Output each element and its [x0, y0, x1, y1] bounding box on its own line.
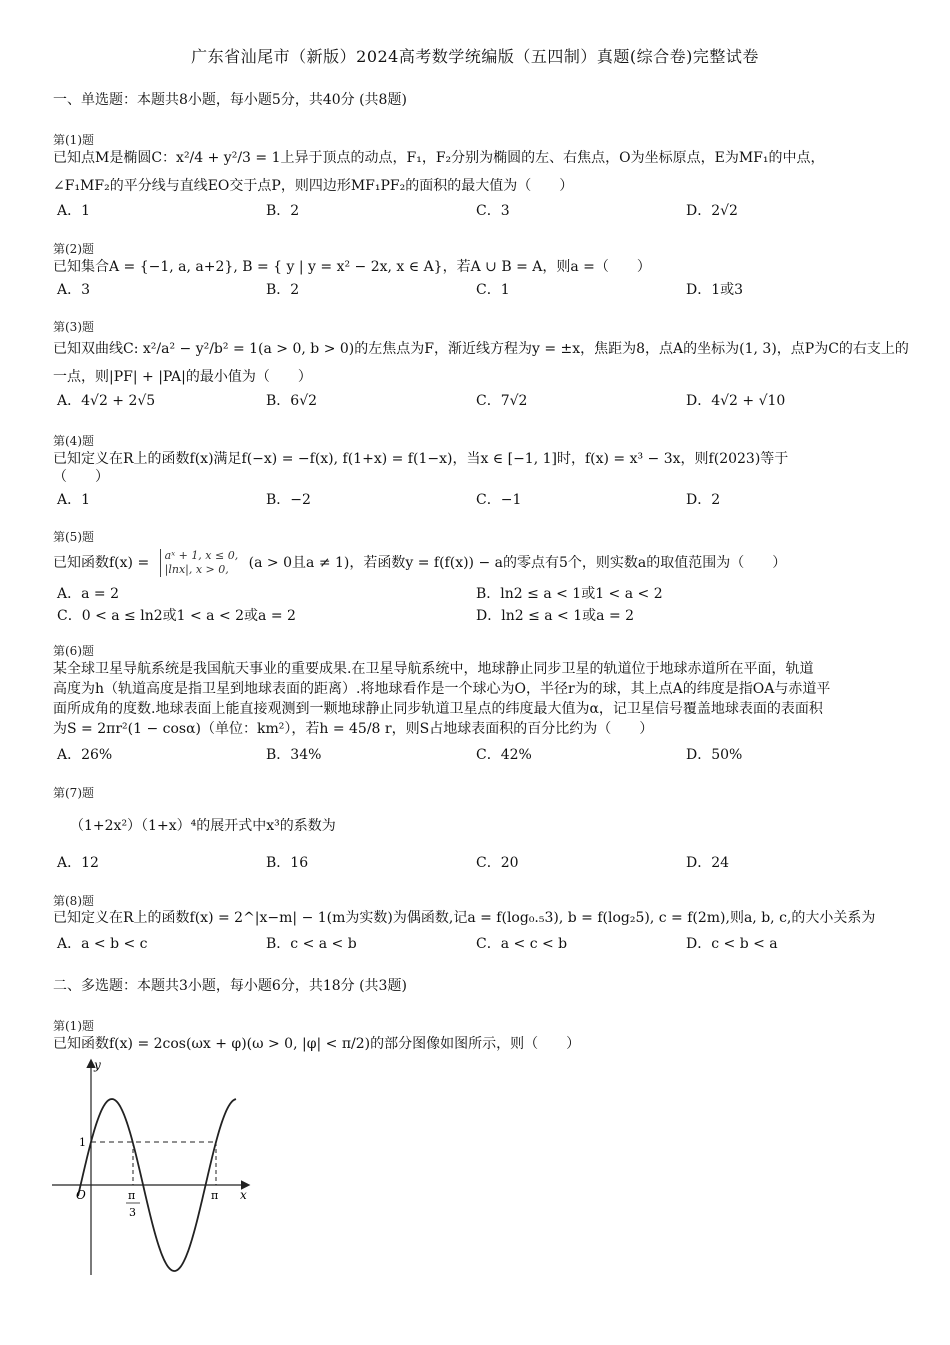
option-a[interactable]: A．1 [57, 492, 91, 508]
case-1: aˣ + 1, x ≤ 0, [164, 549, 239, 562]
option-b[interactable]: B．2 [266, 282, 300, 298]
option-c[interactable]: C．1 [476, 282, 510, 298]
tick-pi-over-3-num: π [128, 1189, 136, 1202]
function-graph [50, 1055, 260, 1280]
y-axis-label: y [94, 1058, 101, 1072]
option-d[interactable]: D．ln2 ≤ a < 1或a = 2 [476, 608, 635, 624]
question-number: 第(8)题 [53, 894, 94, 908]
option-c[interactable]: C．0 < a ≤ ln2或1 < a < 2或a = 2 [57, 608, 296, 624]
question-text: 面所成角的度数.地球表面上能直接观测到一颗地球静止同步轨道卫星点的纬度最大值为α，记卫星信号覆盖地球表面的表面积 [53, 701, 823, 717]
question-text: 为S = 2πr²(1 − cosα)（单位：km²），若h = 45/8 r，则S占地球表面积的百分比约为（ ） [53, 721, 654, 737]
option-c[interactable]: C．3 [476, 203, 510, 219]
question-text: ∠F₁MF₂的平分线与直线EO交于点P，则四边形MF₁PF₂的面积的最大值为（ ） [53, 178, 574, 194]
question-number: 第(1)题 [53, 1019, 94, 1033]
option-d[interactable]: D．2 [686, 492, 721, 508]
option-c[interactable]: C．20 [476, 855, 519, 871]
option-b[interactable]: B．6√2 [266, 393, 318, 409]
option-d[interactable]: D．4√2 + √10 [686, 393, 786, 409]
option-c[interactable]: C．a < c < b [476, 936, 568, 952]
q5-prefix: 已知函数f(x) = [53, 555, 150, 571]
question-text: 已知点M是椭圆C：x²/4 + y²/3 = 1上异于顶点的动点，F₁，F₂分别为椭圆的左、右焦点，O为坐标原点，E为MF₁的中点， [53, 150, 825, 166]
option-b[interactable]: B．ln2 ≤ a < 1或1 < a < 2 [476, 586, 663, 602]
option-b[interactable]: B．c < a < b [266, 936, 357, 952]
question-number: 第(5)题 [53, 530, 94, 544]
option-b[interactable]: B．2 [266, 203, 300, 219]
option-d[interactable]: D．50% [686, 747, 743, 763]
question-number: 第(3)题 [53, 320, 94, 334]
option-d[interactable]: D．24 [686, 855, 730, 871]
q5-suffix: (a > 0且a ≠ 1)，若函数y = f(f(x)) − a的零点有5个，则实数a的取值范围为（ ） [248, 555, 787, 571]
option-a[interactable]: A．1 [57, 203, 91, 219]
option-a[interactable]: A．26% [57, 747, 113, 763]
question-text: 已知双曲线C: x²/a² − y²/b² = 1(a > 0, b > 0)的左焦点为F，渐近线方程为y = ±x，焦距为8，点A的坐标为(1, 3)，点P为C的右支上的 [53, 341, 909, 357]
option-c[interactable]: C．−1 [476, 492, 522, 508]
question-number: 第(7)题 [53, 786, 94, 800]
question-text: 已知定义在R上的函数f(x)满足f(−x) = −f(x), f(1+x) = f(1−x)，当x ∈ [−1, 1]时，f(x) = x³ − 3x，则f(2023)等于 [53, 451, 789, 467]
option-b[interactable]: B．16 [266, 855, 309, 871]
origin-label: O [76, 1188, 86, 1202]
option-a[interactable]: A．3 [57, 282, 91, 298]
option-b[interactable]: B．34% [266, 747, 322, 763]
x-axis-label: x [240, 1188, 247, 1202]
option-c[interactable]: C．42% [476, 747, 532, 763]
question-number: 第(4)题 [53, 434, 94, 448]
option-b[interactable]: B．−2 [266, 492, 311, 508]
option-c[interactable]: C．7√2 [476, 393, 528, 409]
page-title: 广东省汕尾市（新版）2024高考数学统编版（五四制）真题(综合卷)完整试卷 [191, 47, 759, 66]
section-single-choice: 一、单选题：本题共8小题，每小题5分，共40分 (共8题) [53, 92, 407, 108]
piecewise-cases [160, 549, 239, 577]
option-a[interactable]: A．a < b < c [57, 936, 148, 952]
tick-pi: π [211, 1189, 219, 1202]
question-text: 高度为h（轨道高度是指卫星到地球表面的距离）.将地球看作是一个球心为O，半径r为的球，其上点A的纬度是指OA与赤道平 [53, 681, 831, 697]
option-a[interactable]: A．12 [57, 855, 99, 871]
question-text: 某全球卫星导航系统是我国航天事业的重要成果.在卫星导航系统中，地球静止同步卫星的轨道位于地球赤道所在平面，轨道 [53, 661, 814, 677]
question-number: 第(1)题 [53, 133, 94, 147]
question-number: 第(6)题 [53, 644, 94, 658]
question-text: 已知函数f(x) = 2cos(ωx + φ)(ω > 0, |φ| < π/2)的部分图像如图所示，则（ ） [53, 1036, 581, 1052]
y-tick-1: 1 [79, 1136, 86, 1149]
option-d[interactable]: D．2√2 [686, 203, 738, 219]
case-2: |lnx|, x > 0, [164, 563, 229, 576]
section-multi-choice: 二、多选题：本题共3小题，每小题6分，共18分 (共3题) [53, 978, 407, 994]
question-text [53, 549, 903, 577]
option-d[interactable]: D．1或3 [686, 282, 744, 298]
question-text: 已知定义在R上的函数f(x) = 2^|x−m| − 1(m为实数)为偶函数,记a = f(log₀.₅3), b = f(log₂5), c = f(2m),则a, b, c,的大小关系为 [53, 910, 876, 926]
question-text: （ ） [53, 469, 109, 485]
option-a[interactable]: A．a = 2 [57, 586, 119, 602]
question-text: 已知集合A = {−1, a, a+2}, B = { y | y = x² − 2x, x ∈ A}，若A ∪ B = A，则a =（ ） [53, 259, 651, 275]
question-number: 第(2)题 [53, 242, 94, 256]
tick-pi-over-3-den: 3 [129, 1206, 136, 1219]
question-text: （1+2x²）（1+x）⁴的展开式中x³的系数为 [70, 818, 336, 834]
option-a[interactable]: A．4√2 + 2√5 [57, 393, 156, 409]
option-d[interactable]: D．c < b < a [686, 936, 778, 952]
question-text: 一点，则|PF| + |PA|的最小值为（ ） [53, 369, 312, 385]
